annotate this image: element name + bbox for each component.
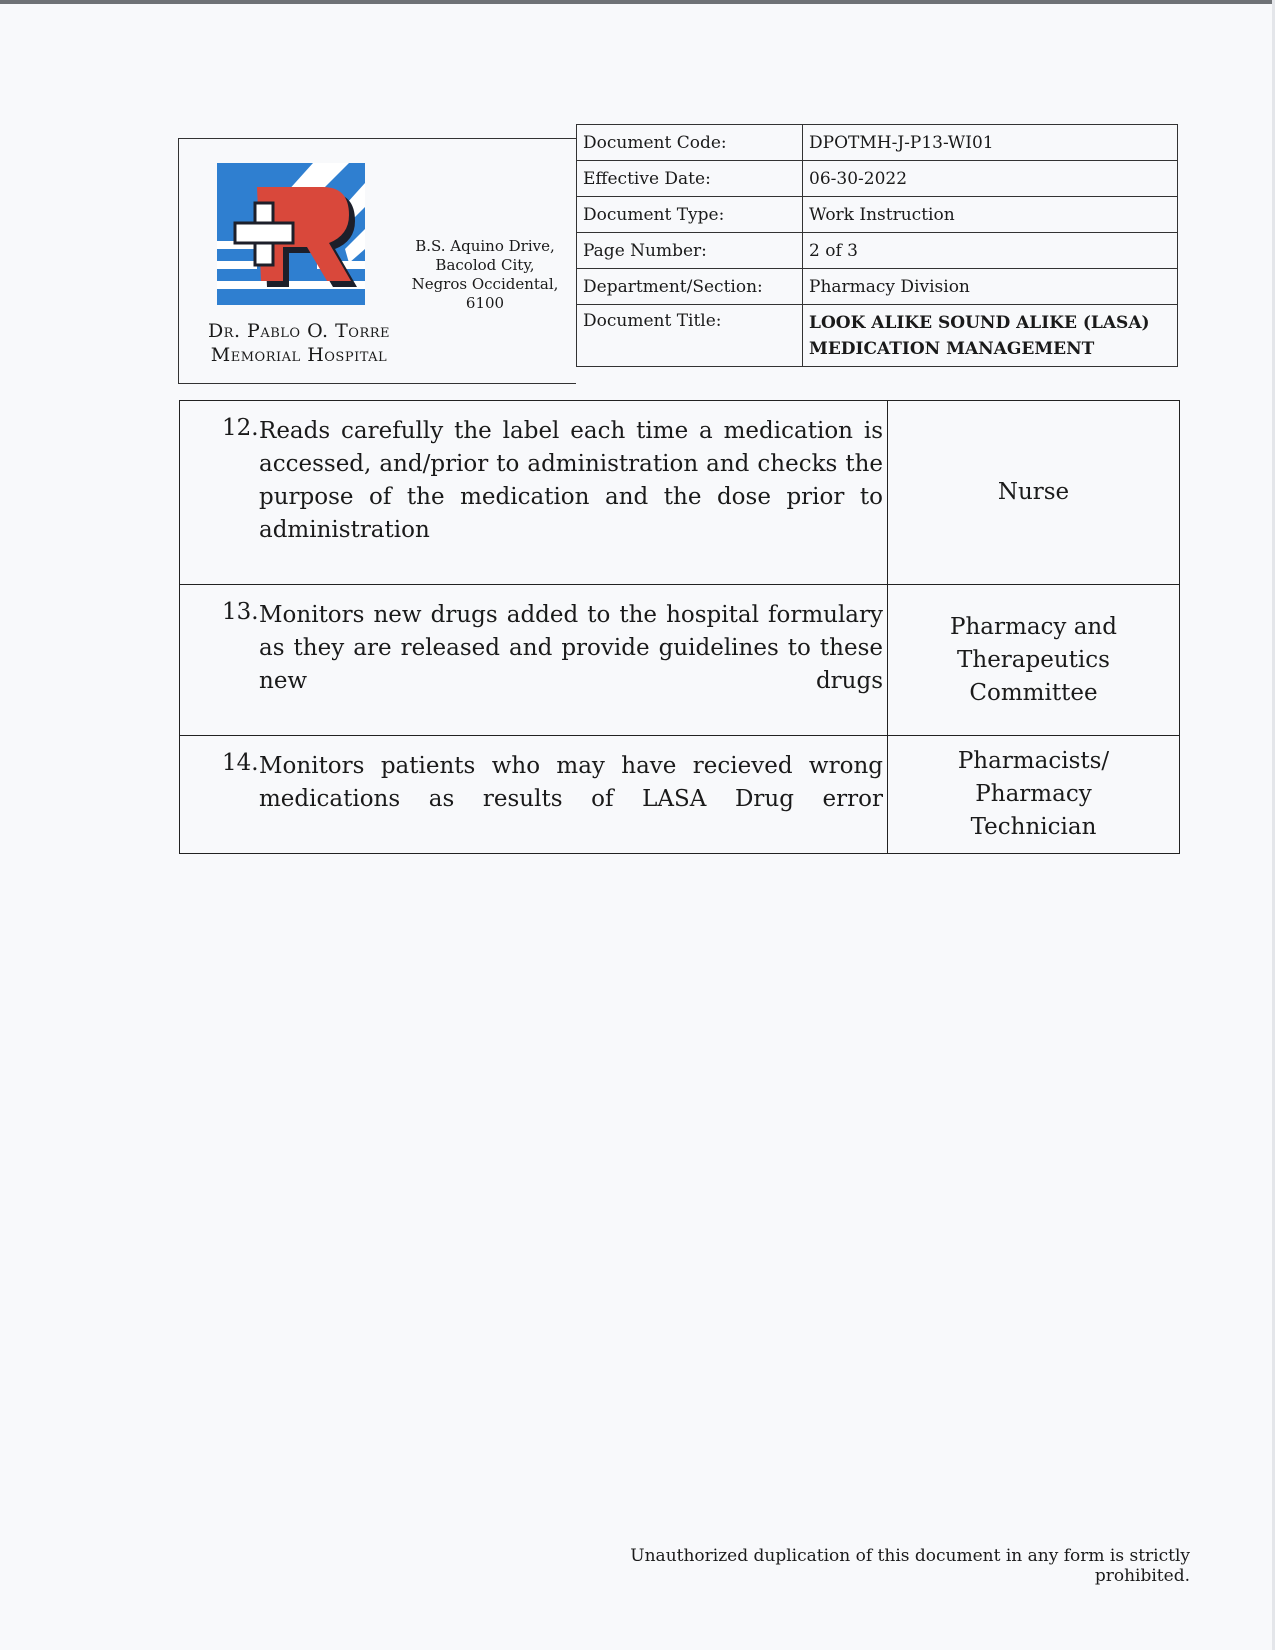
responsible-cell [888,401,1180,585]
hospital-address [405,237,565,313]
procedure-table [179,400,1180,854]
task-cell [180,585,888,736]
meta-label: Effective Date: [577,161,803,197]
meta-label: Page Number: [577,233,803,269]
step-number: 12. [222,415,259,441]
meta-row [577,305,1178,367]
responsible-line: Committee [969,679,1098,706]
address-line: B.S. Aquino Drive, [415,237,555,255]
scan-top-edge [0,0,1275,4]
document-control-table [576,124,1178,367]
address-line: 6100 [465,294,505,312]
meta-value: DPOTMH-J-P13-WI01 [803,125,1178,161]
task-text: Reads carefully the label each time a medication is accessed, and/prior to administration and checks the purpose of the medication and the dose prior to administration [259,418,883,543]
meta-row [577,197,1178,233]
meta-label: Department/Section: [577,269,803,305]
hospital-name [183,319,415,367]
address-line: Bacolod City, [435,256,535,274]
meta-row [577,233,1178,269]
meta-value: Work Instruction [803,197,1178,233]
meta-label: Document Type: [577,197,803,233]
task-cell [180,736,888,854]
meta-value: Pharmacy Division [803,269,1178,305]
meta-row [577,125,1178,161]
meta-label: Document Title: [577,305,803,367]
task-cell [180,401,888,585]
address-line: Negros Occidental, [411,275,559,293]
responsible-line: Nurse [997,479,1070,505]
meta-value: 2 of 3 [803,233,1178,269]
task-text: Monitors new drugs added to the hospital formulary as they are released and provide guidelines to these new drugs [259,602,883,694]
meta-row [577,161,1178,197]
hospital-identity-block [178,138,576,384]
meta-label: Document Code: [577,125,803,161]
table-row [180,401,1180,585]
table-row [180,585,1180,736]
document-header [178,124,1178,384]
document-title-line: LOOK ALIKE SOUND ALIKE (LASA) [809,312,1150,333]
responsible-line: Pharmacists/ Pharmacy [957,748,1110,807]
responsible-cell [888,585,1180,736]
step-number: 13. [222,599,259,625]
document-title [803,305,1178,367]
meta-value: 06-30-2022 [803,161,1178,197]
hospital-name-line2: Memorial Hospital [210,344,388,366]
hospital-logo [217,163,375,315]
document-title-line: MEDICATION MANAGEMENT [809,338,1095,359]
responsible-line: Pharmacy and Therapeutics [950,613,1117,673]
hospital-name-line1: Dr. Pablo O. Torre [207,320,391,342]
step-number: 14. [222,750,259,776]
task-text: Monitors patients who may have recieved wrong medications as results of LASA Drug error [259,753,883,812]
responsible-cell [888,736,1180,854]
responsible-line: Technician [970,814,1097,840]
confidentiality-notice: Unauthorized duplication of this document in any form is strictly prohibited. [630,1546,1190,1586]
table-row [180,736,1180,854]
meta-row [577,269,1178,305]
